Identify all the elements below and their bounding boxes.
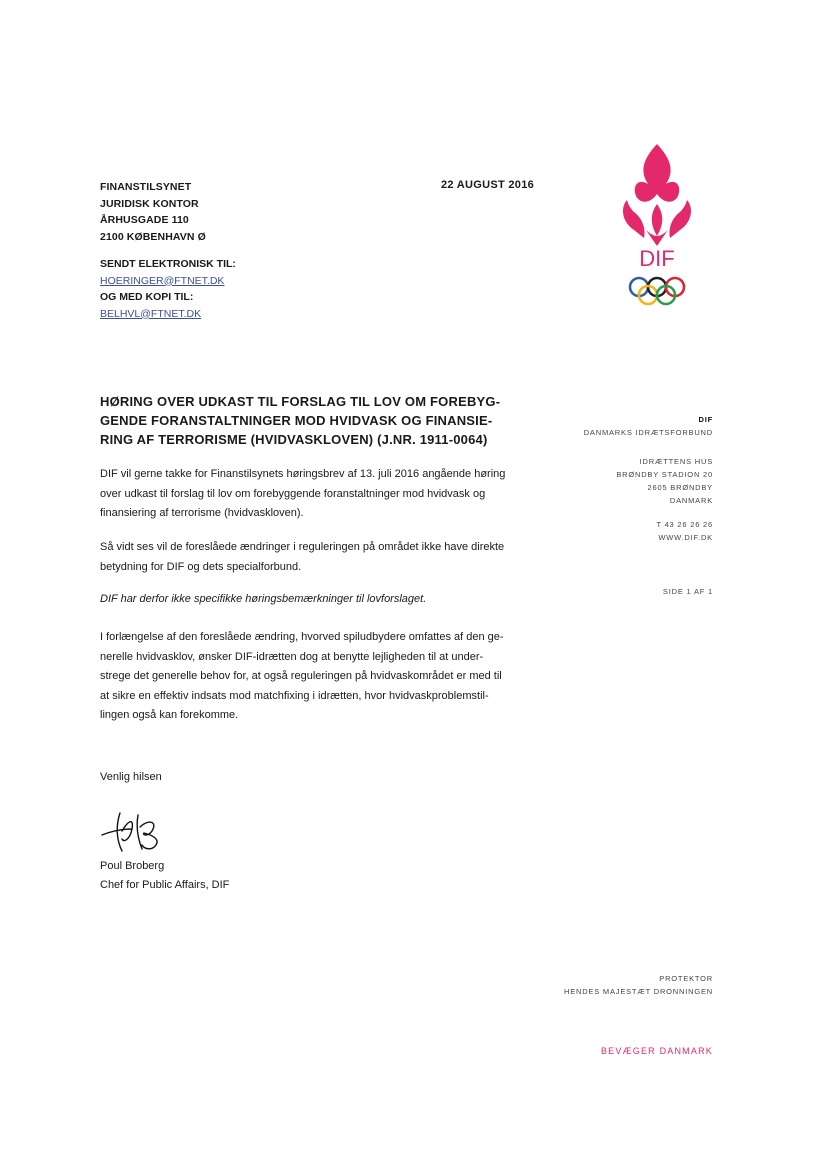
recipient-address <box>100 179 206 245</box>
address-line: 2605 BRØNDBY <box>647 483 713 492</box>
address-line: IDRÆTTENS HUS <box>639 457 713 466</box>
text-line: betydning for DIF og dets specialforbund. <box>100 560 302 573</box>
website: WWW.DIF.DK <box>658 533 713 542</box>
text-line: DIF vil gerne takke for Finanstilsynets høringsbrev af 13. juli 2016 angående høring <box>100 468 506 480</box>
protector-block <box>564 972 713 998</box>
address-line: DANMARK <box>669 496 713 505</box>
signer-role: Chef for Public Affairs, DIF <box>100 878 230 891</box>
dif-logo <box>612 142 702 312</box>
title-line: RING AF TERRORISME (HVIDVASKLOVEN) (J.NR. 1911-0064) <box>100 432 488 447</box>
letter-title <box>100 392 530 449</box>
flame-icon <box>623 144 691 246</box>
sidebar-org <box>584 413 713 439</box>
text-line: DIF har derfor ikke specifikke høringsbemærkninger til lovforslaget. <box>100 593 427 605</box>
paragraph-2 <box>100 538 540 577</box>
text-line: I forlængelse af den foreslåede ændring, hvorved spiludbydere omfattes af den ge- <box>100 631 504 643</box>
sidebar-address <box>616 455 713 507</box>
text-line: lingen også kan forekomme. <box>100 709 239 721</box>
title-line: GENDE FORANSTALTNINGER MOD HVIDVASK OG FINANSIE- <box>100 413 493 428</box>
text-line: finansiering af terrorisme (hvidvaskloven). <box>100 507 304 519</box>
paragraph-4 <box>100 628 540 726</box>
org-short: DIF <box>698 415 713 424</box>
text-line: at sikre en effektiv indsats mod matchfixing i idrætten, hvor hvidvaskproblemstil- <box>100 689 489 702</box>
title-line: HØRING OVER UDKAST TIL FORSLAG TIL LOV OM FOREBYG- <box>100 394 501 409</box>
signer-block <box>100 857 229 894</box>
recipient-line: ÅRHUSGADE 110 <box>100 214 189 226</box>
sidebar-contact <box>656 518 713 544</box>
sent-label: SENDT ELEKTRONISK TIL: <box>100 258 236 270</box>
text-line: over udkast til forslag til lov om forebyggende foranstaltninger mod hvidvask og <box>100 487 486 500</box>
sent-block <box>100 256 236 322</box>
text-line: strege det generelle behov for, at også reguleringen på hvidvaskområdet er med til <box>100 670 502 682</box>
text-line: nerelle hvidvasklov, ønsker DIF-idrætten dog at benytte lejligheden til at under- <box>100 650 484 663</box>
motto: BEVÆGER DANMARK <box>600 1046 713 1056</box>
closing: Venlig hilsen <box>100 771 162 783</box>
recipient-line: FINANSTILSYNET <box>100 181 192 193</box>
address-line: BRØNDBY STADION 20 <box>616 470 713 479</box>
org-full: DANMARKS IDRÆTSFORBUND <box>583 428 713 437</box>
letter-date: 22 AUGUST 2016 <box>441 179 535 191</box>
email-link-belhvl[interactable]: BELHVL@FTNET.DK <box>100 307 202 320</box>
copy-label: OG MED KOPI TIL: <box>100 291 194 303</box>
recipient-line: JURIDISK KONTOR <box>100 197 199 210</box>
paragraph-3 <box>100 590 540 610</box>
paragraph-1 <box>100 465 540 524</box>
signer-name: Poul Broberg <box>100 860 165 872</box>
logo-text: DIF <box>639 246 675 271</box>
text-line: Så vidt ses vil de foreslåede ændringer i reguleringen på området ikke have direkte <box>100 541 505 553</box>
signature-icon <box>98 805 178 855</box>
recipient-line: 2100 KØBENHAVN Ø <box>100 230 206 243</box>
page-number: SIDE 1 AF 1 <box>662 587 713 596</box>
protector-label: PROTEKTOR <box>659 974 713 983</box>
protector-name: HENDES MAJESTÆT DRONNINGEN <box>563 987 713 996</box>
phone: T 43 26 26 26 <box>656 520 713 529</box>
olympic-rings-icon <box>630 278 684 304</box>
email-link-hoeringer[interactable]: HOERINGER@FTNET.DK <box>100 274 225 287</box>
